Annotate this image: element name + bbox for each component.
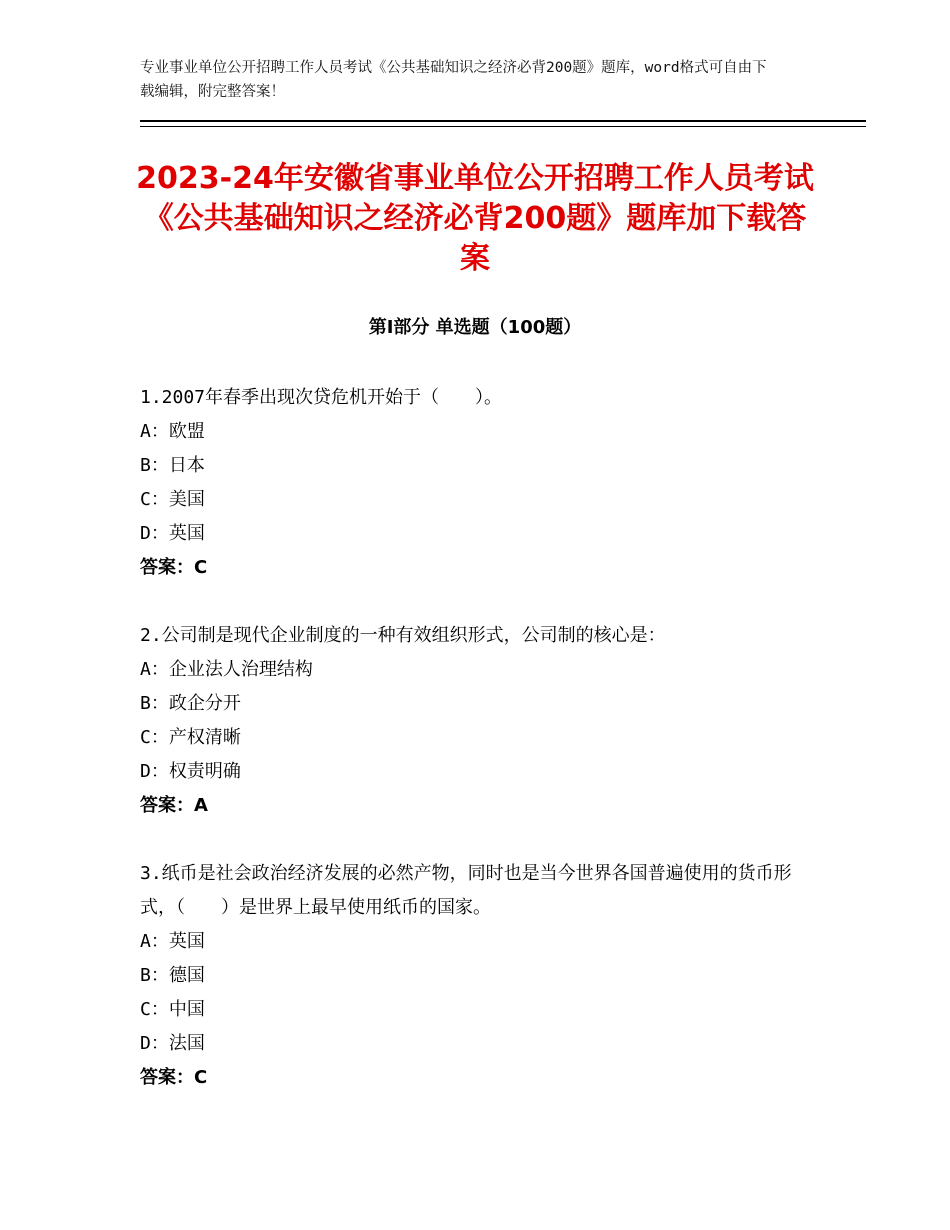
question-3: [140, 857, 800, 1095]
section-title: 第Ⅰ部分 单选题（100题）: [368, 317, 582, 338]
option-b: B：政企分开: [140, 693, 241, 714]
header-note: 专业事业单位公开招聘工作人员考试《公共基础知识之经济必背200题》题库，word格式可自由下载编辑，附完整答案！: [140, 60, 767, 100]
header-divider-thin: [140, 126, 866, 127]
question-2: [140, 619, 800, 823]
option-a: A：英国: [140, 931, 205, 952]
option-d: D：权责明确: [140, 761, 241, 782]
option-d: D：法国: [140, 1033, 205, 1054]
option-a: A：企业法人治理结构: [140, 659, 313, 680]
option-b: B：德国: [140, 965, 205, 986]
option-c: C：中国: [140, 999, 205, 1020]
option-c: C：美国: [140, 489, 205, 510]
option-c: C：产权清晰: [140, 727, 241, 748]
option-d: D：英国: [140, 523, 205, 544]
answer: 答案：C: [140, 1067, 208, 1088]
document-title: 2023-24年安徽省事业单位公开招聘工作人员考试《公共基础知识之经济必背200题》题库加下载答案: [136, 161, 814, 276]
header-divider-thick: [140, 120, 866, 122]
question-stem: 3.纸币是社会政治经济发展的必然产物，同时也是当今世界各国普遍使用的货币形式，（ ）是世界上最早使用纸币的国家。: [140, 863, 792, 918]
option-a: A：欧盟: [140, 421, 205, 442]
question-stem: 2.公司制是现代企业制度的一种有效组织形式，公司制的核心是：: [140, 625, 666, 646]
question-1: [140, 381, 800, 585]
option-b: B：日本: [140, 455, 205, 476]
answer: 答案：A: [140, 795, 208, 816]
answer: 答案：C: [140, 557, 208, 578]
question-stem: 1.2007年春季出现次贷危机开始于（ ）。: [140, 387, 503, 408]
